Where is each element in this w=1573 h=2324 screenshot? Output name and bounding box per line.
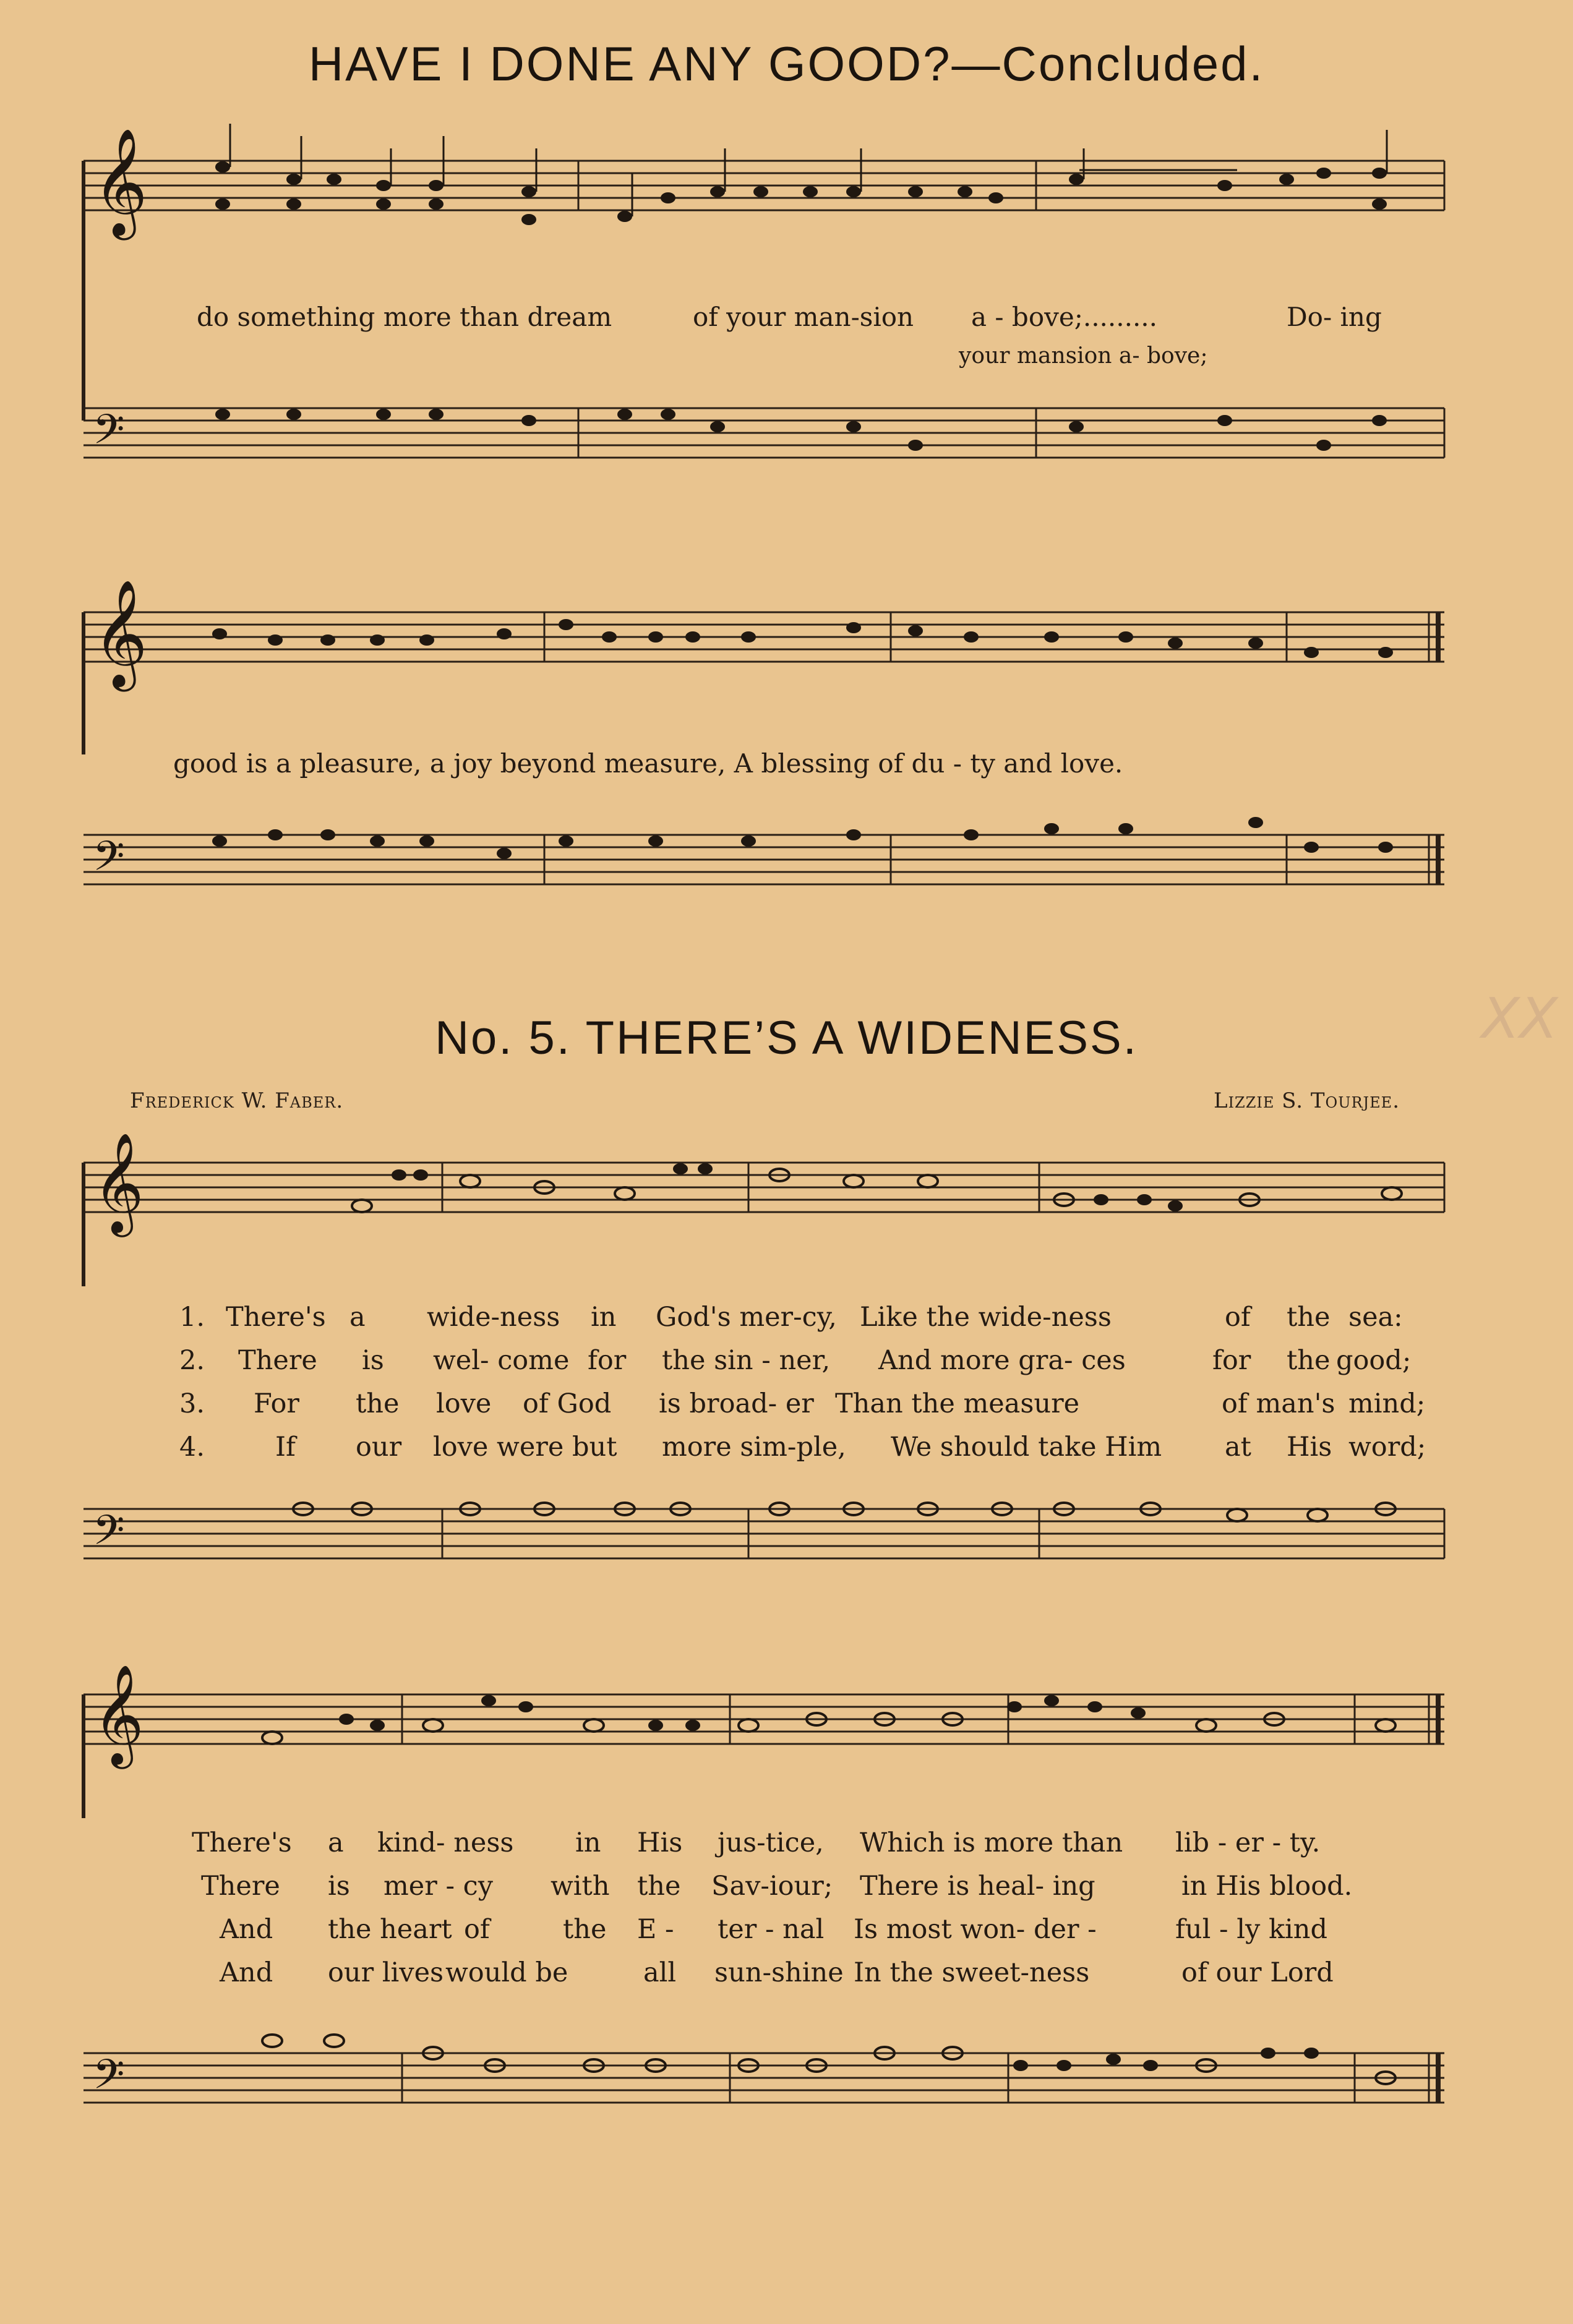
bass-staff-1 [0,371,1573,532]
lyric-word: And [220,1914,273,1945]
lyric-word: a [349,1302,366,1333]
bass-clef-icon: 𝄢 [93,832,125,890]
lyric-word: If [275,1432,296,1463]
lyric-word: And [220,1957,273,1988]
lyric-word: word; [1348,1432,1426,1463]
lyric-word: the [356,1388,400,1419]
lyric-word: more sim-ple, [662,1432,846,1463]
lyric-word: our lives [328,1957,444,1988]
lyric-word: of God [523,1388,612,1419]
lyric-word: Is most won- der - [854,1914,1097,1945]
treble-clef-icon: 𝄞 [93,1132,144,1233]
lyric-word: love were but [433,1432,617,1463]
lyric-word: Sav-iour; [711,1871,833,1902]
lyric-word: There [201,1871,280,1902]
lyric-word: In the sweet-ness [854,1957,1090,1988]
lyric-word: There [238,1345,317,1376]
treble-clef-icon: 𝄞 [93,579,148,687]
lyric-word: all [643,1957,677,1988]
lyric-word: would be [445,1957,568,1988]
music-system-2 [0,569,1573,754]
verse-number: 3. [179,1388,205,1419]
alto-lyric-line: your mansion a- bove; [959,343,1208,369]
lyric-word: His [637,1827,683,1858]
author-credit: Frederick W. Faber. [130,1088,344,1113]
lyric-word: wide-ness [427,1302,560,1333]
lyric-word: sea: [1348,1302,1403,1333]
lyric-word: We should take Him [891,1432,1162,1463]
lyric-word: is broad- er [659,1388,814,1419]
bass-clef-icon: 𝄢 [93,406,125,463]
bass-staff-4 [0,2004,1573,2177]
lyric-word: the [1287,1302,1331,1333]
lyric-word: of [1225,1302,1251,1333]
bass-clef-icon: 𝄢 [93,2051,125,2108]
lyric-word: kind- ness [377,1827,514,1858]
lyric-word: And more gra- ces [878,1345,1126,1376]
verse-number: 2. [179,1345,205,1376]
lyric-word: is [362,1345,384,1376]
lyric-word: There is heal- ing [860,1871,1095,1902]
lyric-word: the [1287,1345,1331,1376]
lyric-word: ful - ly kind [1175,1914,1327,1945]
bass-staff-2 [0,798,1573,971]
lyric-word: at [1225,1432,1251,1463]
margin-pencil-mark: XX [1481,986,1558,1051]
lyric-word: ter - nal [718,1914,825,1945]
lyric-word: for [588,1345,627,1376]
lyric-word: with [551,1871,610,1902]
verse-number: 4. [179,1432,205,1463]
lyric-word: love [436,1388,492,1419]
lyric-word: sun-shine [714,1957,844,1988]
lyric-line-1b: of your man-sion [693,302,914,332]
lyric-word: mind; [1348,1388,1426,1419]
composer-credit: Lizzie S. Tourjee. [1213,1088,1400,1113]
bass-clef-icon: 𝄢 [93,1506,125,1564]
lyric-word: Which is more than [860,1827,1123,1858]
lyric-line-1d: Do- ing [1287,302,1382,332]
bass-staff-3 [0,1472,1573,1633]
lyric-word: for [1212,1345,1251,1376]
lyric-line-2: good is a pleasure, a joy beyond measure, A blessing of du - ty and love. [173,748,1123,779]
lyric-word: There's [192,1827,292,1858]
lyric-word: of man's [1222,1388,1335,1419]
lyric-word: in [591,1302,617,1333]
lyric-word: in [575,1827,601,1858]
lyric-word: the [563,1914,607,1945]
verse-number: 1. [179,1302,205,1333]
treble-clef-icon: 𝄞 [93,1664,144,1765]
page-title-concluded: HAVE I DONE ANY GOOD?—Concluded. [308,36,1265,91]
lyric-word: There's [226,1302,326,1333]
lyric-word: in His blood. [1181,1871,1353,1902]
lyric-word: His [1287,1432,1332,1463]
music-system-4 [0,1657,1573,1818]
lyric-word: is [328,1871,350,1902]
lyric-word: wel- come [433,1345,570,1376]
lyric-word: Like the wide-ness [860,1302,1112,1333]
lyric-word: lib - er - ty. [1175,1827,1321,1858]
treble-clef-icon: 𝄞 [93,128,148,236]
lyric-word: of [464,1914,490,1945]
lyric-line-1: do something more than dream [197,302,612,332]
lyric-word: mer - cy [384,1871,494,1902]
lyric-word: God's mer-cy, [656,1302,837,1333]
song-title: No. 5. THERE’S A WIDENESS. [435,1012,1138,1064]
lyric-word: Than the measure [835,1388,1080,1419]
lyric-word: the [637,1871,681,1902]
lyric-word: For [254,1388,299,1419]
lyric-word: a [328,1827,344,1858]
lyric-word: jus-tice, [718,1827,824,1858]
lyric-word: the heart [328,1914,452,1945]
lyric-word: E - [637,1914,674,1945]
lyric-word: of our Lord [1181,1957,1334,1988]
music-system-3 [0,1126,1573,1286]
lyric-word: our [356,1432,402,1463]
lyric-word: good; [1336,1345,1412,1376]
lyric-word: the sin - ner, [662,1345,831,1376]
lyric-line-1c: a - bove;......... [971,302,1157,332]
